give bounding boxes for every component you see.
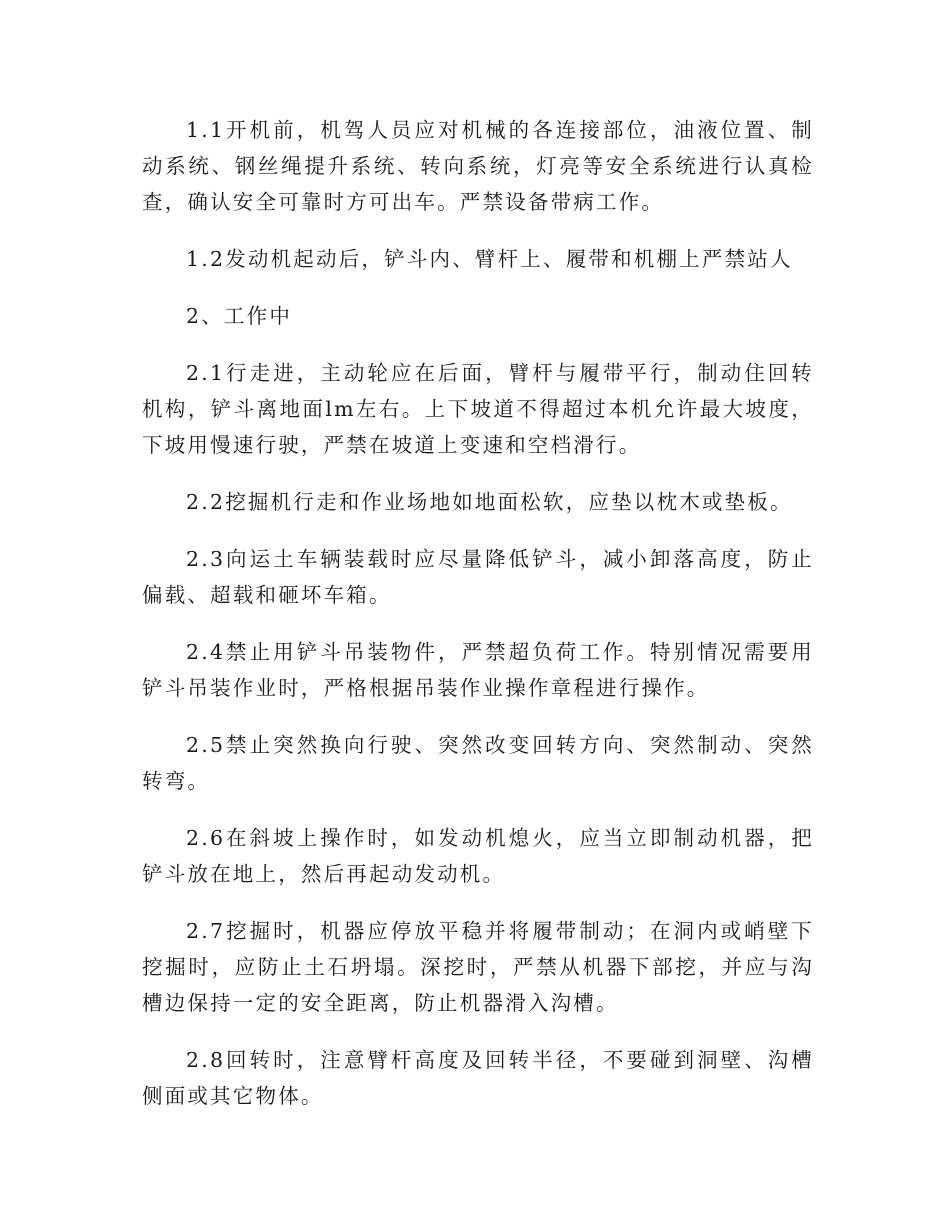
paragraph-2-1: 2.1行走进，主动轮应在后面，臂杆与履带平行，制动住回转机构，铲斗离地面lm左右。上下坡道不得超过本机允许最大坡度，下坡用慢速行驶，严禁在坡道上变速和空档滑行。 bbox=[142, 361, 814, 457]
paragraph-2-5: 2.5禁止突然换向行驶、突然改变回转方向、突然制动、突然转弯。 bbox=[142, 733, 814, 793]
paragraph-2-7: 2.7挖掘时，机器应停放平稳并将履带制动；在洞内或峭壁下挖掘时，应防止土石坍塌。深挖时，严禁从机器下部挖，并应与沟槽边保持一定的安全距离，防止机器滑入沟槽。 bbox=[142, 919, 814, 1015]
document-body bbox=[142, 112, 814, 1135]
paragraph-2-3: 2.3向运土车辆装载时应尽量降低铲斗，减小卸落高度，防止偏载、超载和砸坏车箱。 bbox=[142, 547, 814, 607]
paragraph-2-8: 2.8回转时，注意臂杆高度及回转半径，不要碰到洞壁、沟槽侧面或其它物体。 bbox=[142, 1048, 814, 1108]
paragraph-1-1: 1.1开机前，机驾人员应对机械的各连接部位，油液位置、制动系统、钢丝绳提升系统、转向系统，灯亮等安全系统进行认真检查，确认安全可靠时方可出车。严禁设备带病工作。 bbox=[142, 118, 814, 214]
section-heading-working: 2、工作中 bbox=[186, 304, 293, 328]
paragraph-2-4: 2.4禁止用铲斗吊装物件，严禁超负荷工作。特别情况需要用铲斗吊装作业时，严格根据吊装作业操作章程进行操作。 bbox=[142, 640, 814, 700]
paragraph-2-6: 2.6在斜坡上操作时，如发动机熄火，应当立即制动机器，把铲斗放在地上，然后再起动发动机。 bbox=[142, 826, 814, 886]
paragraph-1-2: 1.2发动机起动后，铲斗内、臂杆上、履带和机棚上严禁站人 bbox=[186, 247, 793, 271]
paragraph-2-2: 2.2挖掘机行走和作业场地如地面松软，应垫以枕木或垫板。 bbox=[186, 490, 793, 514]
